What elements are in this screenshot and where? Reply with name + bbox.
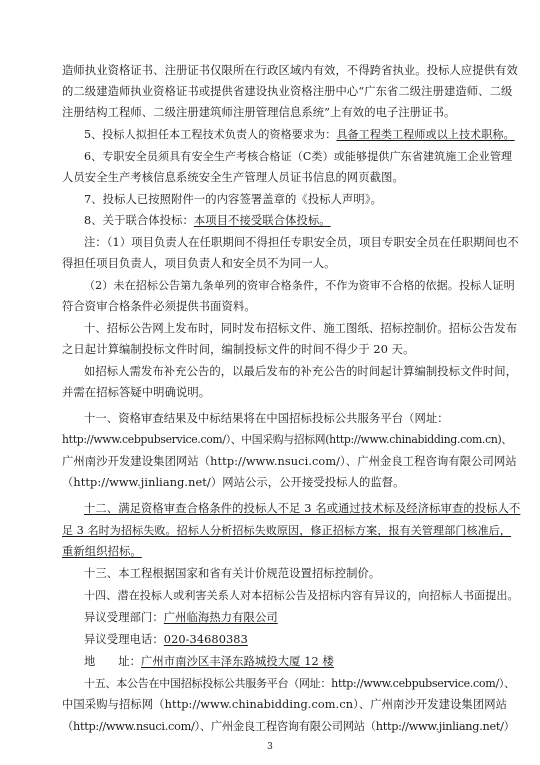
text-line: 如招标人需发布补充公告的，以最后发布的补充公告的时间起计算编制投标文件时间， [84, 365, 518, 378]
text-line: 7、投标人已按照附件一的内容签署盖章的《投标人声明》。 [84, 193, 382, 206]
text-line: （2）未在招标公告第九条单列的资审合格条件，不作为资审不合格的依据。投标人证明 [84, 279, 515, 292]
text-line: 并需在招标答疑中明确说明。 [62, 386, 211, 399]
underlined-text: 本项目不接受联合体投标。 [193, 214, 331, 227]
field-value: 020-34680383 [163, 633, 248, 646]
text-line: （http://www.jinliang.net/）网站公示，公开接受投标人的监督。 [62, 476, 405, 489]
text-line: 造师执业资格证书、注册证书仅限所在行政区域内有效，不得跨省执业。投标人应提供有效 [62, 64, 518, 77]
text-line: 注册结构工程师、二级注册建筑师注册管理信息系统”上有效的电子注册证书。 [62, 106, 456, 119]
underlined-text: 具备工程类工程师或以上技术职称。 [336, 128, 515, 141]
underlined-text: 足 3 名时为招标失败。招标人分析招标失败原因，修正招标方案，报有关管理部门核准后， [62, 524, 512, 537]
underlined-text: 十二、满足资格审查合格条件的投标人不足 3 名或通过技术标及经济标审查的投标人不 [84, 502, 521, 515]
text-line: http://www.cebpubservice.com/）、中国采购与招标网(http://www.chinabidding.com.cn)、 [62, 433, 512, 446]
field-label: 异议受理电话： [84, 633, 164, 646]
text-line: 的二级建造师执业资格证书或提供省建设执业资格注册中心“广东省二级注册建造师、二级 [62, 85, 513, 98]
requirement-8 [84, 214, 331, 228]
objection-department [84, 611, 278, 625]
text-line: 6、专职安全员须具有安全生产考核合格证（C类）或能够提供广东省建筑施工企业管理 [84, 150, 513, 163]
text-line: 十、招标公告网上发布时，同时发布招标文件、施工图纸、招标控制价。招标公告发布 [84, 322, 518, 335]
field-label: 异议受理部门： [84, 611, 164, 624]
text-segment: 8、关于联合体投标： [84, 214, 194, 227]
text-line: 人员安全生产考核信息系统安全生产管理人员证书信息的网页截图。 [62, 171, 404, 184]
text-line: 广州南沙开发建设集团网站（http://www.nsuci.com/）、广州金良工程咨询有限公司网站 [62, 455, 517, 468]
page-number: 3 [267, 742, 273, 752]
text-line: 十五、本公告在中国招标投标公共服务平台（网址：http://www.cebpubservice.com/）、 [84, 677, 515, 690]
field-label: 地 址： [84, 655, 141, 668]
underlined-text: 重新组织招标。 [62, 545, 142, 558]
field-value: 广州临海热力有限公司 [163, 611, 278, 624]
objection-address [84, 655, 334, 669]
text-segment: 5、投标人拟担任本工程技术负责人的资格要求为： [84, 128, 337, 141]
field-value: 广州市南沙区丰泽东路城投大厦 12 楼 [141, 655, 334, 668]
text-line: 十三、本工程根据国家和省有关计价规范设置招标控制价。 [84, 567, 381, 580]
text-line: 之日起计算编制投标文件时间，编制投标文件的时间不得少于 20 天。 [62, 343, 415, 356]
objection-phone [84, 633, 248, 647]
text-line: 得担任项目负责人，项目负责人和安全员不为同一人。 [62, 257, 336, 270]
text-line: 注：（1）项目负责人在任职期间不得担任专职安全员，项目专职安全员在任职期间也不 [84, 236, 519, 249]
text-line: 十一、资格审查结果及中标结果将在中国招标投标公共服务平台（网址： [84, 412, 449, 425]
text-line: （http://www.nsuci.com/）、广州金良工程咨询有限公司网站（http://www.jinliang.net/） [62, 720, 515, 733]
text-line: 符合资审合格条件必须提供书面资料。 [62, 300, 256, 313]
text-line: 十四、潜在投标人或利害关系人对本招标公告及招标内容有异议的，向招标人书面提出。 [84, 589, 519, 602]
requirement-5 [84, 128, 515, 142]
text-line: 中国采购与招标网（http://www.chinabidding.com.cn）、广州南沙开发建设集团网站 [62, 698, 508, 711]
